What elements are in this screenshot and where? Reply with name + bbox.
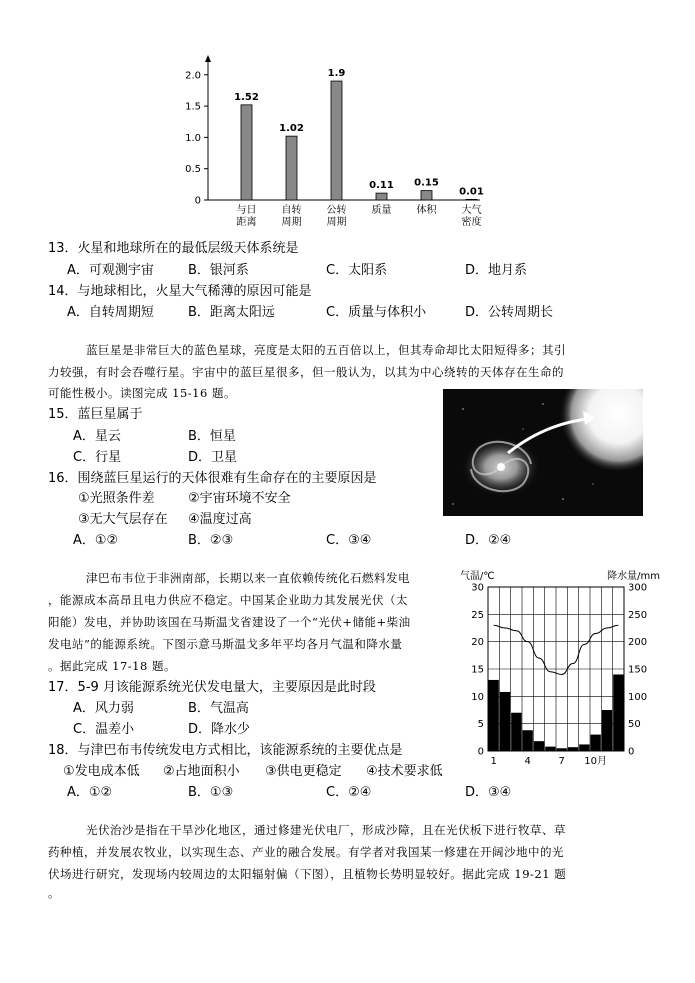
q18-item-2: ②占地面积小 — [163, 764, 240, 779]
bar — [286, 136, 297, 200]
q15-option-c[interactable]: C．行星 — [73, 450, 122, 465]
q18-option-a[interactable]: A．①② — [67, 785, 113, 800]
right-axis-title: 降水量/mm — [607, 571, 660, 582]
passage2-line2: ，能源成本高昂且电力供应不稳定。中国某企业助力其发展光伏（太 — [48, 593, 408, 607]
q14-option-b[interactable]: B．距离太阳远 — [188, 305, 275, 320]
left-tick-label: 20 — [471, 637, 484, 649]
left-tick-label: 15 — [471, 664, 484, 676]
x-category-label: 公转 — [326, 205, 347, 216]
q16-option-a[interactable]: A．①② — [73, 533, 119, 548]
precipitation-bar — [545, 747, 555, 751]
x-category-label: 体积 — [416, 205, 437, 216]
passage2-line4: 发电站”的能源系统。下图示意马斯温戈多年平均各月气温和降水量 — [48, 637, 403, 651]
passage2-line3: 阳能）发电，并协助该国在马斯温戈省建设了一个“光伏+储能+柴油 — [48, 615, 411, 629]
x-category-label: 大气 — [461, 205, 482, 216]
q14-option-d[interactable]: D．公转周期长 — [465, 305, 554, 320]
passage3-line2: 药种植，并发展农牧业，以实现生态、产业的融合发展。有学者对我国某一修建在开阔沙地中的光 — [48, 845, 564, 859]
right-tick-label: 150 — [628, 664, 648, 676]
passage3-line1: 光伏治沙是指在干旱沙化地区，通过修建光伏电厂，形成沙障，且在光伏板下进行牧草、草 — [86, 823, 566, 837]
q16-item-1: ①光照条件差 — [78, 491, 155, 506]
precipitation-bar — [613, 674, 623, 751]
precipitation-bar — [500, 692, 510, 751]
precipitation-bar — [602, 710, 612, 751]
q15-option-d[interactable]: D．卫星 — [188, 450, 238, 465]
y-tick-label: 1.0 — [185, 132, 201, 144]
x-tick-label: 10月 — [584, 756, 608, 767]
passage1-line3: 可能性极小。读图完成 15-16 题。 — [48, 386, 236, 400]
q18-item-3: ③供电更稳定 — [265, 764, 342, 779]
precipitation-bar — [489, 680, 499, 751]
q13-option-c[interactable]: C．太阳系 — [326, 263, 388, 278]
passage3-line3: 伏场进行研究，发现场内较周边的太阳辐射偏（下图），且植物长势明显较好。据此完成 19-21 题 — [48, 867, 567, 881]
precipitation-bar — [523, 730, 533, 751]
q18-option-b[interactable]: B．①③ — [188, 785, 234, 800]
x-category-label: 自转 — [281, 205, 302, 216]
x-category-label: 密度 — [461, 217, 482, 228]
spiral-galaxy — [461, 437, 541, 497]
q18-stem: 18．与津巴布韦传统发电方式相比，该能源系统的主要优点是 — [48, 743, 403, 758]
precipitation-bar — [591, 735, 601, 751]
q16-option-c[interactable]: C．③④ — [326, 533, 372, 548]
q16-item-3: ③无大气层存在 — [78, 512, 168, 527]
bar — [466, 199, 477, 200]
x-tick-label: 7 — [558, 756, 565, 767]
climate-chart — [460, 567, 660, 772]
q17-option-c[interactable]: C．温差小 — [73, 722, 135, 737]
y-tick-label: 0.5 — [185, 164, 201, 176]
q18-option-d[interactable]: D．③④ — [465, 785, 512, 800]
q14-option-a[interactable]: A．自转周期短 — [67, 305, 154, 320]
precipitation-bar — [568, 747, 578, 751]
right-tick-label: 300 — [628, 582, 648, 594]
right-tick-label: 200 — [628, 637, 648, 649]
q16-item-2: ②宇宙环境不安全 — [188, 491, 291, 506]
x-category-label: 周期 — [326, 217, 347, 228]
bar — [421, 191, 432, 200]
q15-option-a[interactable]: A．星云 — [73, 429, 121, 444]
q13-option-d[interactable]: D．地月系 — [465, 263, 528, 278]
q13-stem: 13．火星和地球所在的最低层级天体系统是 — [48, 241, 299, 256]
passage2-line5: 。据此完成 17-18 题。 — [48, 659, 176, 673]
bar — [331, 81, 342, 200]
precipitation-bar — [511, 713, 521, 751]
q18-item-1: ①发电成本低 — [63, 764, 140, 779]
x-category-label: 与日 — [236, 205, 257, 216]
x-category-label: 周期 — [281, 217, 302, 228]
precipitation-bar — [534, 741, 544, 751]
bar-value-label: 0.11 — [369, 180, 394, 192]
q15-stem: 15．蓝巨星属于 — [48, 407, 143, 422]
x-tick-label: 4 — [524, 756, 531, 767]
right-tick-label: 50 — [628, 719, 641, 731]
bar-value-label: 1.02 — [279, 123, 304, 135]
q17-option-a[interactable]: A．风力弱 — [73, 701, 134, 716]
x-category-label: 质量 — [371, 205, 392, 216]
y-axis-arrow-icon — [205, 55, 211, 62]
left-tick-label: 30 — [471, 582, 484, 594]
q16-stem: 16．围绕蓝巨星运行的天体很难有生命存在的主要原因是 — [48, 471, 377, 486]
q15-option-b[interactable]: B．恒星 — [188, 429, 236, 444]
precipitation-bar — [557, 748, 567, 751]
q17-stem: 17．5-9 月该能源系统光伏发电量大，主要原因是此时段 — [48, 680, 376, 695]
bar-value-label: 1.52 — [234, 91, 259, 103]
q18-option-c[interactable]: C．②④ — [326, 785, 372, 800]
precipitation-bar — [579, 744, 589, 751]
blue-giant-galaxy-image — [443, 389, 643, 516]
q16-option-d[interactable]: D．②④ — [465, 533, 512, 548]
left-axis-title: 气温/℃ — [460, 571, 495, 582]
q17-option-d[interactable]: D．降水少 — [188, 722, 251, 737]
x-tick-label: 1 — [490, 756, 497, 767]
bar-value-label: 0.01 — [459, 186, 484, 198]
q18-item-4: ④技术要求低 — [366, 764, 443, 779]
passage1-line2: 力较强，有时会吞噬行星。宇宙中的蓝巨星很多，但一般认为，以其为中心绕转的天体存在生命的 — [48, 365, 564, 379]
q14-option-c[interactable]: C．质量与体积小 — [326, 305, 427, 320]
q17-option-b[interactable]: B．气温高 — [188, 701, 249, 716]
mars-earth-bar-chart — [170, 50, 490, 235]
left-tick-label: 5 — [477, 719, 484, 731]
bar-value-label: 0.15 — [414, 177, 439, 189]
left-tick-label: 0 — [477, 746, 484, 758]
right-tick-label: 250 — [628, 609, 648, 621]
passage1-line1: 蓝巨星是非常巨大的蓝色星球，亮度是太阳的五百倍以上，但其寿命却比太阳短得多；其引 — [86, 343, 566, 357]
right-tick-label: 100 — [628, 691, 648, 703]
passage2-line1: 津巴布韦位于非洲南部，长期以来一直依赖传统化石燃料发电 — [86, 571, 410, 585]
q13-option-b[interactable]: B．银河系 — [188, 263, 249, 278]
passage3-line4: 。 — [48, 886, 60, 900]
left-tick-label: 25 — [471, 609, 484, 621]
y-tick-label: 1.5 — [185, 101, 201, 113]
q14-stem: 14．与地球相比，火星大气稀薄的原因可能是 — [48, 284, 312, 299]
x-category-label: 距离 — [236, 217, 257, 228]
q16-option-b[interactable]: B．②③ — [188, 533, 234, 548]
left-tick-label: 10 — [471, 691, 484, 703]
q16-item-4: ④温度过高 — [188, 512, 252, 527]
bar-value-label: 1.9 — [327, 68, 346, 80]
q13-option-a[interactable]: A．可观测宇宙 — [67, 263, 154, 278]
y-tick-label: 2.0 — [185, 70, 201, 82]
right-tick-label: 0 — [628, 746, 635, 758]
bar — [241, 105, 252, 200]
y-tick-label: 0 — [194, 195, 201, 207]
bar — [376, 193, 387, 200]
